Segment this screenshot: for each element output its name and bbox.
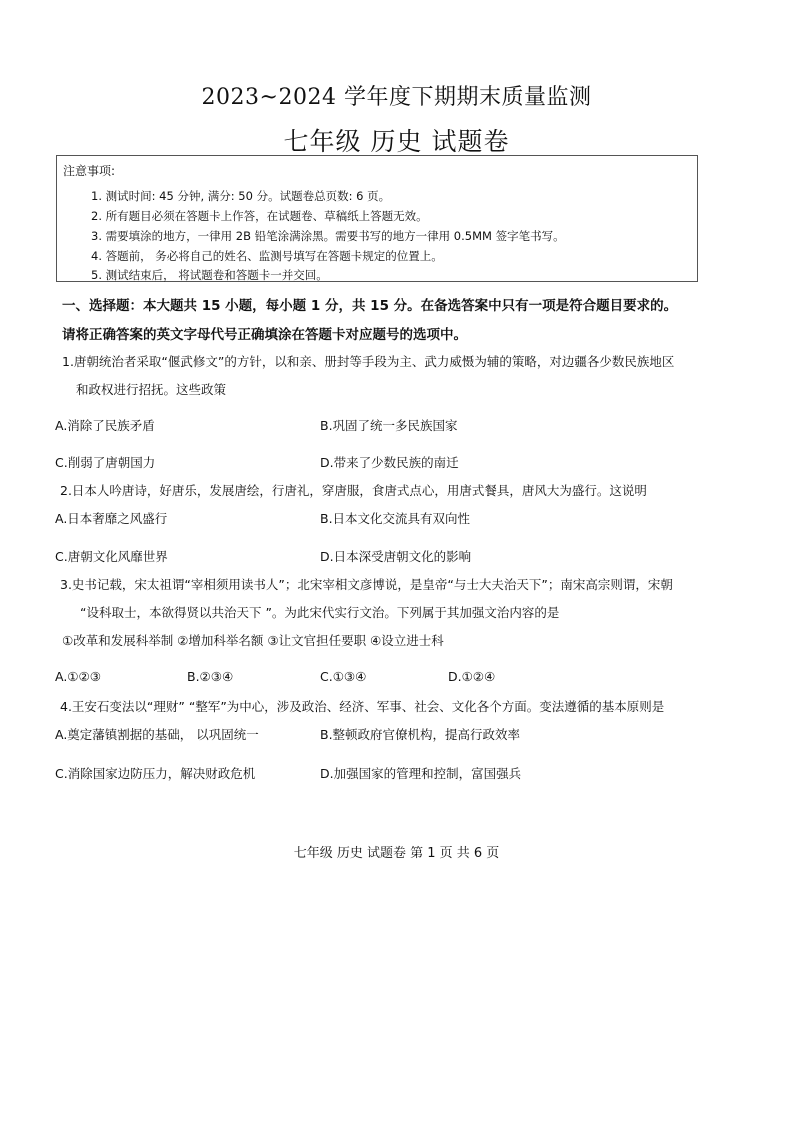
q3-statement-list: ①改革和发展科举制 ②增加科举名额 ③让文官担任要职 ④设立进士科: [62, 633, 444, 648]
q1-stem-line1: 1.唐朝统治者采取“偃武修文”的方针，以和亲、册封等手段为主、武力威慑为辅的策略，对边疆各少数民族地区: [62, 354, 675, 369]
q4-option-d: D.加强国家的管理和控制，富国强兵: [320, 766, 522, 781]
q3-option-b: B.②③④: [187, 669, 234, 684]
q4-option-a: A.奠定藩镇割据的基础， 以巩固统一: [55, 727, 259, 742]
exam-subtitle: 七年级 历史 试题卷: [283, 127, 510, 156]
q1-option-b: B.巩固了统一多民族国家: [320, 418, 458, 433]
q3-option-a: A.①②③: [55, 669, 101, 684]
notice-item-3: 3. 需要填涂的地方，一律用 2B 铅笔涂满涂黑。需要书写的地方一律用 0.5MM 签字笔书写。: [91, 229, 565, 243]
notice-item-5: 5. 测试结束后， 将试题卷和答题卡一并交回。: [91, 268, 328, 282]
q1-option-d: D.带来了少数民族的南迁: [320, 455, 459, 470]
notice-box: [56, 155, 698, 282]
q2-option-a: A.日本奢靡之风盛行: [55, 511, 168, 526]
q2-option-d: D.日本深受唐朝文化的影响: [320, 549, 472, 564]
q2-option-c: C.唐朝文化风靡世界: [55, 549, 168, 564]
notice-item-1: 1. 测试时间: 45 分钟, 满分: 50 分。试题卷总页数: 6 页。: [91, 189, 391, 203]
exam-title: 2023~2024 学年度下期期末质量监测: [201, 85, 592, 110]
q1-option-a: A.消除了民族矛盾: [55, 418, 155, 433]
q4-stem: 4.王安石变法以“理财” “整军”为中心，涉及政治、经济、军事、社会、文化各个方面。变法遵循的基本原则是: [60, 699, 665, 714]
notice-item-2: 2. 所有题目必须在答题卡上作答，在试题卷、草稿纸上答题无效。: [91, 209, 428, 223]
notice-item-4: 4. 答题前， 务必将自己的姓名、监测号填写在答题卡规定的位置上。: [91, 249, 443, 263]
q2-option-b: B.日本文化交流具有双向性: [320, 511, 471, 526]
q4-option-b: B.整顿政府官僚机构，提高行政效率: [320, 727, 521, 742]
q3-option-c: C.①③④: [320, 669, 367, 684]
q2-stem: 2.日本人吟唐诗，好唐乐，发展唐绘，行唐礼，穿唐服，食唐式点心，用唐式餐具，唐风大为盛行。这说明: [60, 483, 647, 498]
section-heading-line2: 请将正确答案的英文字母代号正确填涂在答题卡对应题号的选项中。: [62, 327, 467, 343]
q1-stem-line2: 和政权进行招抚。这些政策: [76, 382, 227, 397]
q3-stem-line2: “设科取士，本欲得贤以共治天下 ”。为此宋代实行文治。下列属于其加强文治内容的是: [80, 605, 560, 620]
notice-heading: 注意事项:: [63, 164, 116, 178]
q3-stem-line1: 3.史书记载，宋太祖谓“宰相须用读书人”；北宋宰相文彦博说，是皇帝“与士大夫治天下”；南宋高宗则谓，宋朝: [60, 577, 673, 592]
page-footer: 七年级 历史 试题卷 第 1 页 共 6 页: [293, 846, 500, 861]
q4-option-c: C.消除国家边防压力，解决财政危机: [55, 766, 256, 781]
section-heading-line1: 一、选择题：本大题共 15 小题，每小题 1 分，共 15 分。在备选答案中只有一项是符合题目要求的。: [62, 298, 678, 314]
q1-option-c: C.削弱了唐朝国力: [55, 455, 156, 470]
q3-option-d: D.①②④: [448, 669, 496, 684]
